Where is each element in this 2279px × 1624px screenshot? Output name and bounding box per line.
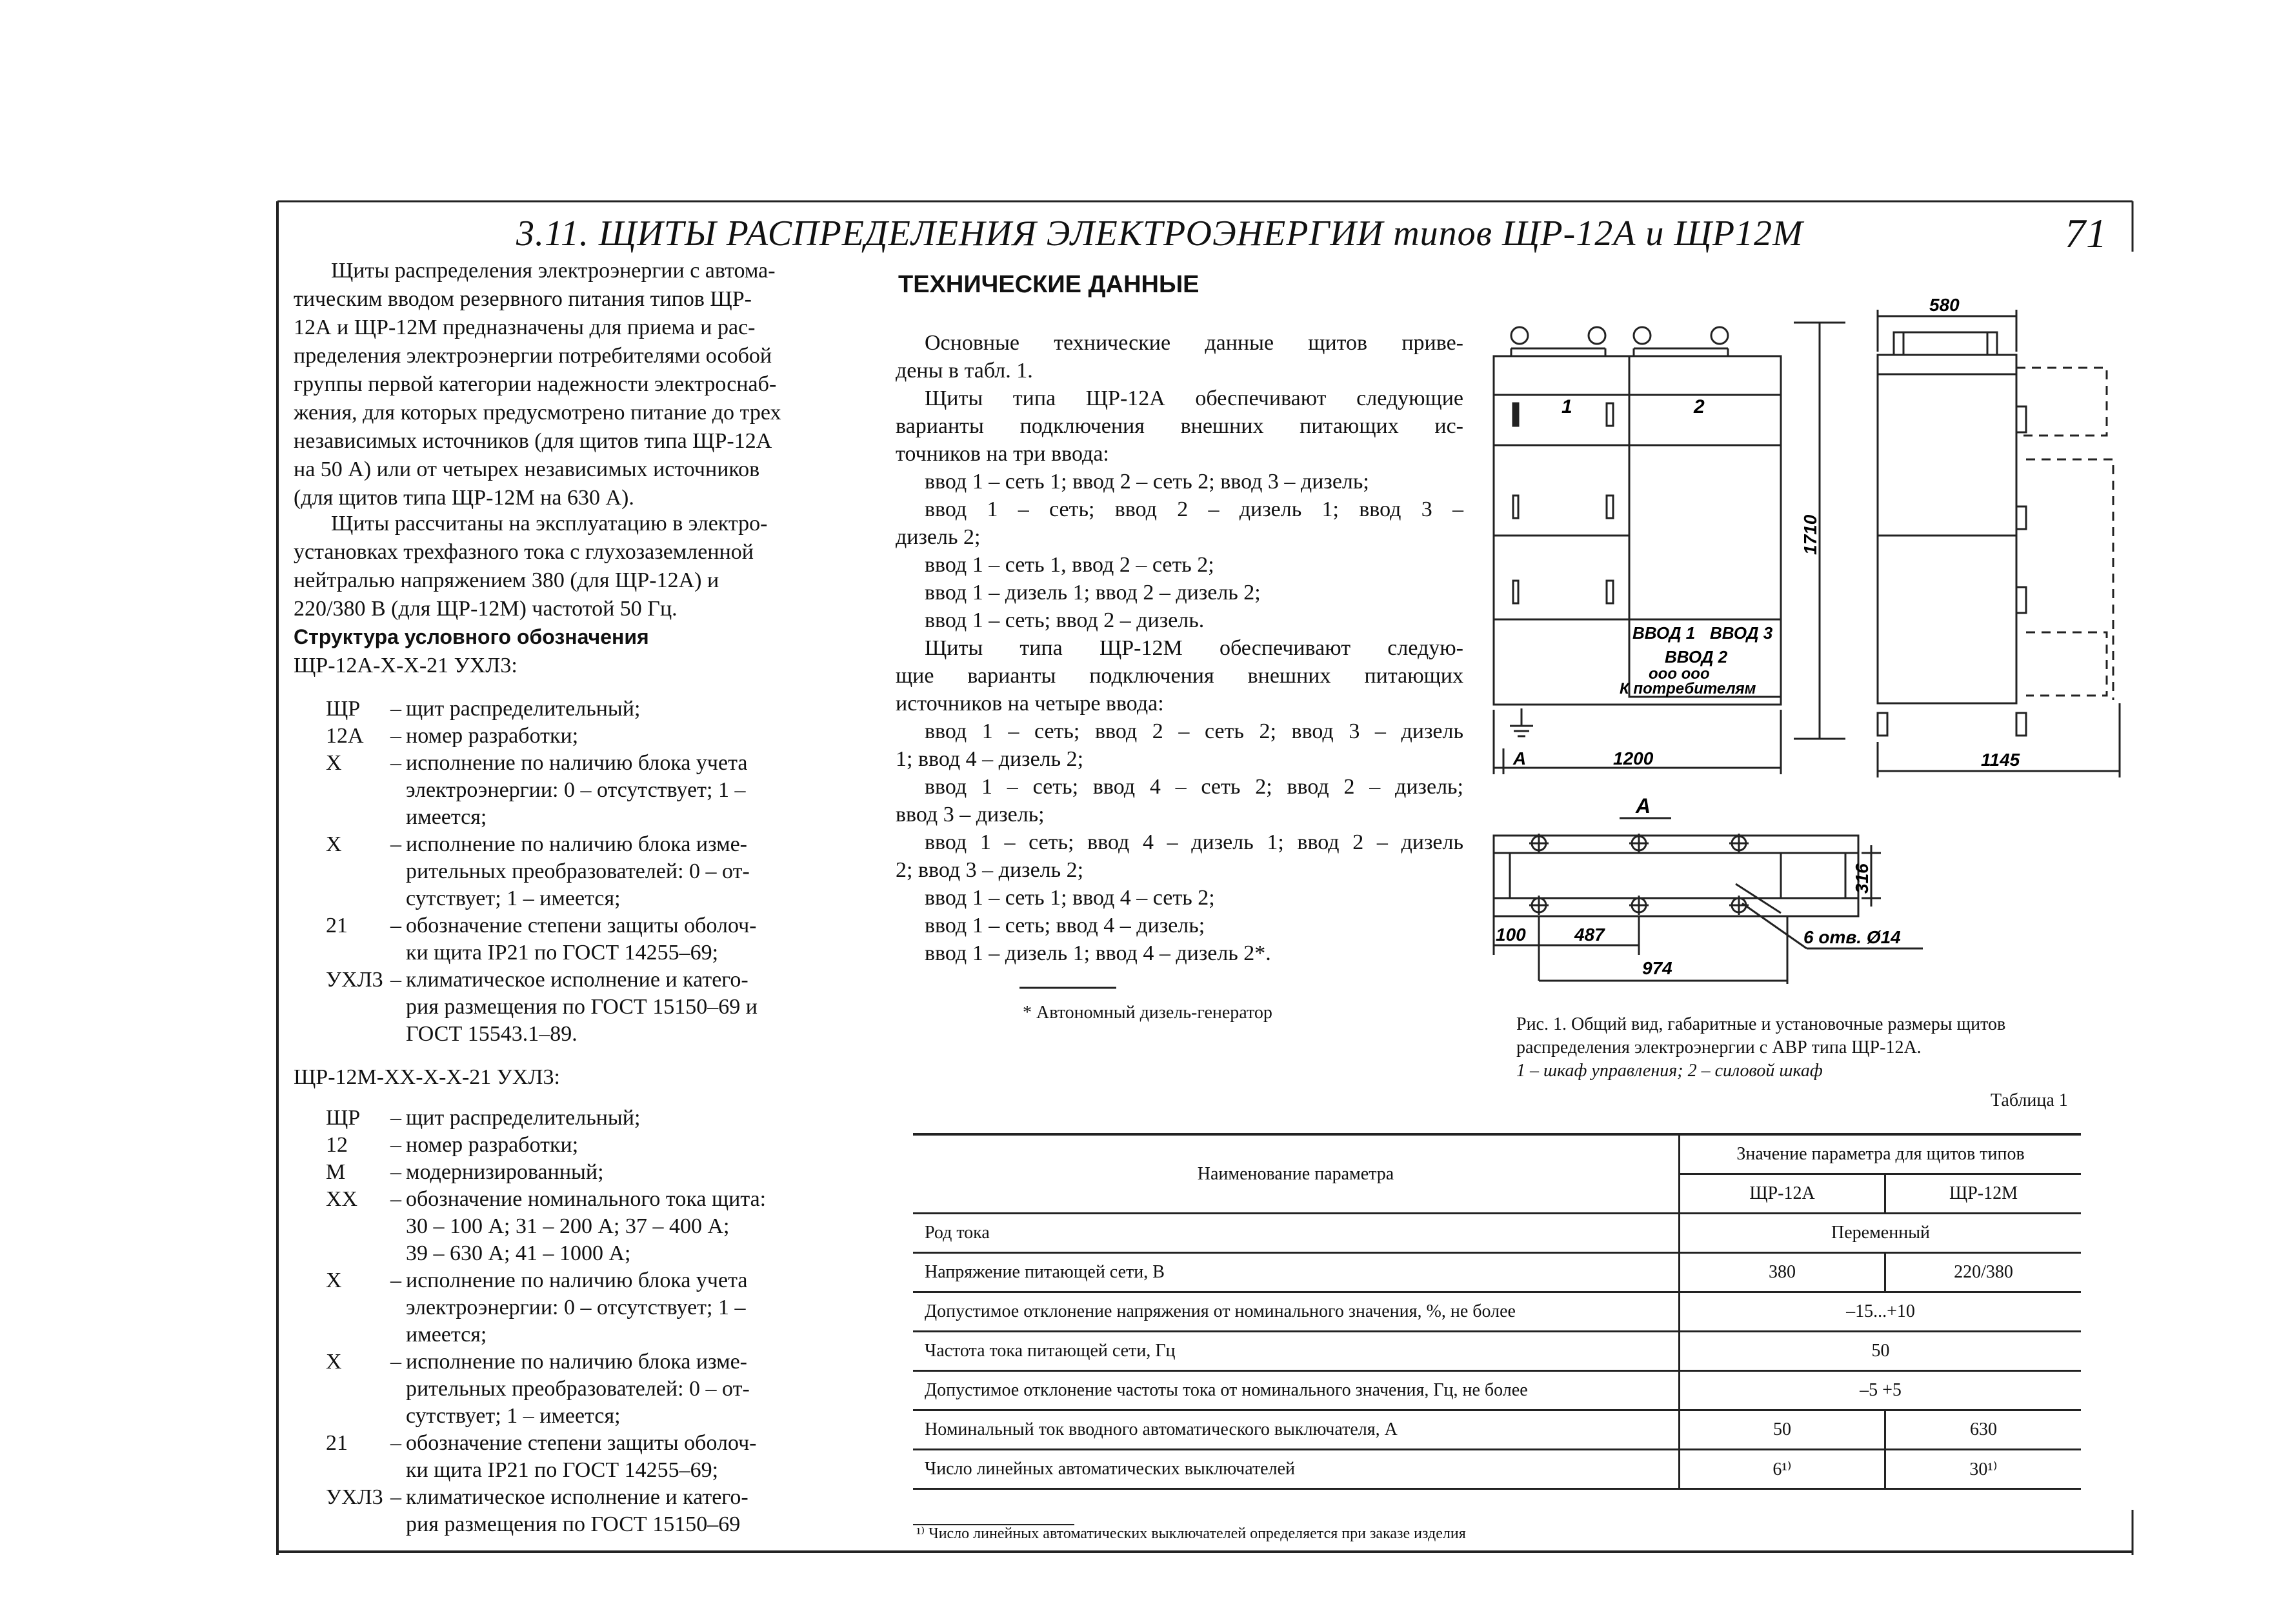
designation-code: Х [326,1268,342,1292]
description-line: рительных преобразователей: 0 – от- [406,1377,750,1401]
description-line: щит распределительный; [406,697,641,721]
param-value-12a: 50 [1680,1410,1885,1450]
description-line: модернизированный; [406,1160,604,1184]
dash: – [390,751,401,775]
designation-item [326,912,868,967]
designation-code-m: ЩР-12М-ХХ-Х-Х-21 УХЛ3: [294,1065,560,1089]
front-view [1494,323,1845,774]
table-row [913,1253,2081,1292]
description-line: 39 – 630 А; 41 – 1000 А; [406,1241,631,1265]
dash: – [390,832,401,856]
param-name-cell: Допустимое отклонение частоты тока от номинального значения, Гц, не более [913,1371,1680,1410]
technical-data-line: ввод 1 – сеть 1; ввод 4 – сеть 2; [925,886,1215,910]
description-line: номер разработки; [406,1133,579,1157]
dash: – [390,1431,401,1455]
description-line: исполнение по наличию блока учета [406,751,748,775]
mounting-holes [1529,834,1749,915]
description-line: обозначение номинального тока щита: [406,1187,767,1211]
description-line: 30 – 100 А; 31 – 200 А; 37 – 400 А; [406,1214,730,1238]
description-line: щит распределительный; [406,1106,641,1130]
view-a-mark: А [1513,748,1527,768]
designation-description [406,831,868,912]
description-line: рительных преобразователей: 0 – от- [406,859,750,883]
description-line: ки щита IP21 по ГОСТ 14255–69; [406,1458,719,1482]
param-value-cell: Переменный [1680,1214,2082,1253]
param-name-cell: Род тока [913,1214,1680,1253]
dash: – [390,697,401,721]
technical-data-heading: ТЕХНИЧЕСКИЕ ДАННЫЕ [898,271,1200,298]
description-line: исполнение по наличию блока учета [406,1268,748,1292]
designation-description [406,912,868,967]
technical-data-line: Основные технические данные щитов приве- [925,331,1463,355]
operation-paragraph: Щиты рассчитаны на эксплуатацию в электро- установках трехфазного тока с глухозаземленной нейтралью напряжением 380 (для ЩР-12А) и 220/380 В (для ЩР-12М) частотой 50 Гц. [294,512,768,621]
dash: – [390,914,401,937]
technical-data-line: ввод 1 – сеть 1; ввод 2 – сеть 2; ввод 3 – дизель; [925,470,1369,494]
cabinet-2-label: 2 [1694,396,1705,417]
designation-item [326,831,868,912]
param-value-12a: 380 [1680,1253,1885,1292]
designation-description [406,1484,868,1538]
designation-code: Х [326,832,342,856]
designation-code-a: ЩР-12А-Х-Х-21 УХЛ3: [294,654,517,677]
technical-data-line: 2; ввод 3 – дизель 2; [896,858,1084,882]
header-param-value: Значение параметра для щитов типов [1680,1136,2082,1174]
dash: – [390,1350,401,1374]
structure-heading: Структура условного обозначения [294,625,649,648]
description-line: рия размещения по ГОСТ 15150–69 [406,1512,741,1536]
table-row [913,1450,2081,1489]
designation-item [326,750,868,831]
technical-data-line: 1; ввод 4 – дизель 2; [896,747,1084,771]
designation-description [406,723,868,750]
description-line: электроэнергии: 0 – отсутствует; 1 – [406,778,746,802]
technical-data-line: ввод 1 – дизель 1; ввод 4 – дизель 2*. [925,941,1271,965]
param-value-12m: 630 [1885,1410,2082,1450]
description-line: имеется; [406,805,487,829]
param-value-12m: 30¹⁾ [1885,1450,2082,1489]
vvod-3-label: ВВОД 3 [1710,623,1773,643]
header-shr-12a: ЩР-12А [1680,1174,1885,1214]
front-width-dim: 1200 [1613,748,1654,768]
holes-label: 6 отв. Ø14 [1803,927,1901,947]
dim-316: 316 [1852,863,1872,894]
header-shr-12m: ЩР-12М [1885,1174,2082,1214]
technical-data-line: ввод 1 – сеть; ввод 4 – дизель 1; ввод 2 – дизель [925,830,1463,854]
cabinet-1-label: 1 [1561,396,1572,417]
designation-description [406,1159,868,1186]
table-footnote: ¹⁾ Число линейных автоматических выключателей определяется при заказе изделия [916,1525,1466,1542]
designation-item [326,1132,868,1159]
designation-code: ХХ [326,1187,358,1211]
side-top-dim: 580 [1929,295,1960,315]
technical-data-line: ввод 1 – сеть; ввод 4 – сеть 2; ввод 2 – дизель; [925,775,1463,799]
description-line: электроэнергии: 0 – отсутствует; 1 – [406,1296,746,1319]
designation-item [326,723,868,750]
param-value-cell: –15...+10 [1680,1292,2082,1332]
description-line: климатическое исполнение и катего- [406,968,748,992]
param-value-12m: 220/380 [1885,1253,2082,1292]
side-bottom-dim: 1145 [1981,750,2020,770]
terminal-dots: ооо ооо [1649,665,1710,683]
table-header-row [913,1136,2081,1174]
param-name-cell: Напряжение питающей сети, В [913,1253,1680,1292]
technical-data-line: ввод 1 – сеть 1, ввод 2 – сеть 2; [925,553,1214,577]
dim-487: 487 [1574,925,1605,945]
designation-item [326,1186,868,1267]
table-body [913,1214,2081,1489]
technical-data-line: дизель 2; [896,525,981,549]
figure-drawing [1478,284,2136,978]
designation-description [406,1105,868,1132]
front-height-dim: 1710 [1800,514,1820,555]
table-row [913,1410,2081,1450]
dash: – [390,724,401,748]
technical-data-line: ввод 3 – дизель; [896,803,1045,827]
technical-data-line: источников на четыре ввода: [896,692,1164,716]
designation-code: УХЛ3 [326,968,383,992]
table-row [913,1292,2081,1332]
designation-item [326,1348,868,1430]
description-line: сутствует; 1 – имеется; [406,1404,621,1428]
technical-data-text [896,329,1463,967]
page-number: 71 [2065,210,2107,256]
diesel-footnote: * Автономный дизель-генератор [1023,1003,1272,1023]
designation-item [326,1430,868,1484]
description-line: номер разработки; [406,724,579,748]
designation-code: 12 [326,1133,348,1157]
designation-item [326,1484,868,1538]
designation-code: 12А [326,724,364,748]
description-line: имеется; [406,1323,487,1347]
designation-item [326,1267,868,1348]
designation-item [326,967,868,1048]
param-name-cell: Число линейных автоматических выключателей [913,1450,1680,1489]
designation-description [406,750,868,831]
designation-code: М [326,1160,346,1184]
footnote-rule [1019,986,1116,990]
designation-list-a [326,696,868,1048]
designation-description [406,1348,868,1430]
page-header-title: 3.11. ЩИТЫ РАСПРЕДЕЛЕНИЯ ЭЛЕКТРОЭНЕРГИИ типов ЩР-12А и ЩР12М [516,214,1803,254]
table-label: Таблица 1 [1991,1090,2068,1110]
plan-view [1494,818,1923,984]
param-value-cell: 50 [1680,1332,2082,1371]
designation-description [406,1430,868,1484]
intro-paragraph: Щиты распределения электроэнергии с автома- тическим вводом резервного питания типов ЩР- 12А и ЩР-12М предназначены для приема и рас- пределения электроэнергии потребителями особой группы первой категории надежности электроснаб- жения, для которых предусмотрено питание до трех независимых источников (для щитов типа ЩР-12А на 50 А) или от четырех независимых источников (для щитов типа ЩР-12М на 630 А). [294,259,781,510]
param-value-cell: –5 +5 [1680,1371,2082,1410]
technical-data-line: щие варианты подключения внешних питающих [896,664,1463,688]
designation-item [326,696,868,723]
designation-code: ЩР [326,1106,361,1130]
designation-description [406,696,868,723]
description-line: ки щита IP21 по ГОСТ 14255–69; [406,941,719,965]
designation-code: ЩР [326,697,361,721]
designation-item [326,1105,868,1132]
technical-data-line: ввод 1 – дизель 1; ввод 2 – дизель 2; [925,581,1261,605]
description-line: климатическое исполнение и катего- [406,1485,748,1509]
side-view [1878,310,2120,777]
designation-description [406,967,868,1048]
table-row [913,1214,2081,1253]
designation-item [326,1159,868,1186]
dash: – [390,968,401,992]
designation-code: УХЛ3 [326,1485,383,1509]
dash: – [390,1106,401,1130]
dash: – [390,1485,401,1509]
technical-data-line: дены в табл. 1. [896,359,1033,383]
technical-data-line: ввод 1 – сеть; ввод 2 – дизель 1; ввод 3 – [925,497,1463,521]
description-line: исполнение по наличию блока изме- [406,1350,747,1374]
designation-description [406,1267,868,1348]
technical-data-line: Щиты типа ЩР-12М обеспечивают следую- [925,636,1463,660]
dash: – [390,1268,401,1292]
plan-title: А [1636,794,1651,817]
dim-100: 100 [1496,925,1526,945]
param-value-12a: 6¹⁾ [1680,1450,1885,1489]
param-name-cell: Частота тока питающей сети, Гц [913,1332,1680,1371]
dash: – [390,1160,401,1184]
header-param-name: Наименование параметра [913,1136,1680,1214]
technical-data-line: ввод 1 – сеть; ввод 4 – дизель; [925,914,1205,937]
technical-data-line: точников на три ввода: [896,442,1109,466]
param-name-cell: Номинальный ток вводного автоматического выключателя, А [913,1410,1680,1450]
designation-list-m [326,1105,868,1538]
designation-description [406,1132,868,1159]
designation-code: Х [326,751,342,775]
description-line: исполнение по наличию блока изме- [406,832,747,856]
technical-data-line: ввод 1 – сеть; ввод 2 – сеть 2; ввод 3 – дизель [925,719,1463,743]
table-row [913,1371,2081,1410]
vvod-2-label: ВВОД 2 [1665,647,1728,667]
dash: – [390,1187,401,1211]
consumers-label: К потребителям [1620,680,1756,697]
dash: – [390,1133,401,1157]
technical-data-line: Щиты типа ЩР-12А обеспечивают следующие [925,386,1463,410]
table-row [913,1332,2081,1371]
description-line: обозначение степени защиты оболоч- [406,1431,757,1455]
description-line: сутствует; 1 – имеется; [406,887,621,910]
vvod-1-label: ВВОД 1 [1632,623,1696,643]
figure-caption: Рис. 1. Общий вид, габаритные и установочные размеры щитов распределения электроэнергии с АВР типа ЩР-12А. 1 – шкаф управления; 2 – силовой шкаф [1516,1014,2006,1081]
designation-description [406,1186,868,1267]
description-line: обозначение степени защиты оболоч- [406,914,757,937]
designation-code: Х [326,1350,342,1374]
description-line: ГОСТ 15543.1–89. [406,1022,577,1046]
designation-code: 21 [326,914,348,937]
dim-974: 974 [1642,958,1672,978]
technical-data-line: ввод 1 – сеть; ввод 2 – дизель. [925,608,1205,632]
param-name-cell: Допустимое отклонение напряжения от номинального значения, %, не более [913,1292,1680,1332]
technical-data-line: варианты подключения внешних питающих ис- [896,414,1463,438]
technical-data-table [913,1136,2081,1490]
designation-code: 21 [326,1431,348,1455]
description-line: рия размещения по ГОСТ 15150–69 и [406,995,758,1019]
